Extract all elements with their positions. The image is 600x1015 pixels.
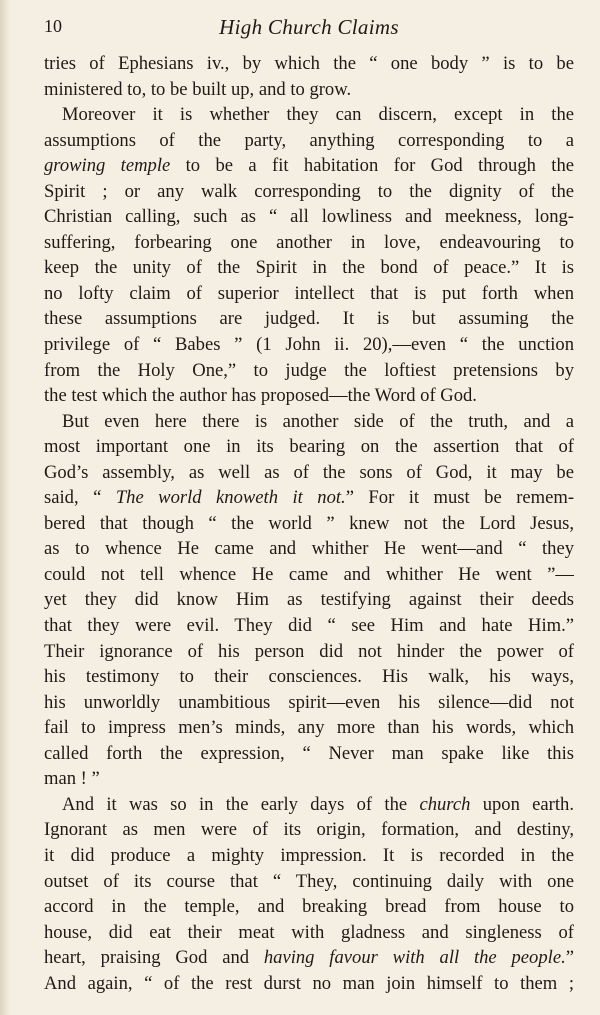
text-line: his unworldly unambitious spirit—even his silence—did not [44,691,574,713]
text-line: And again, “ of the rest durst no man join himself to them ; [44,972,574,994]
text-line [44,945,574,971]
text-line: as to whence He came and whither He went—and “ they [44,538,574,560]
italic-phrase: church [419,793,471,815]
text-run: said, “ [44,487,116,509]
text-line: the test which the author has proposed—the Word of God. [44,385,477,407]
text-line [44,485,574,511]
text-line [44,153,574,179]
text-line: these assumptions are judged. It is but assuming the [44,308,574,330]
text-line: God’s assembly, as well as of the sons of God, it may be [44,461,574,483]
text-run: upon earth. [470,793,574,815]
text-line: from the Holy One,” to judge the loftiest pretensions by [44,359,574,381]
text-line: tries of Ephesians iv., by which the “ one body ” is to be [44,53,574,74]
text-run: And it was so in the early days of the [62,793,420,815]
text-line: bered that though “ the world ” knew not the Lord Jesus, [44,512,574,534]
italic-phrase: having favour with all the people. [263,947,566,969]
text-run: heart, praising God and [44,947,264,969]
italic-phrase: growing temple [44,155,171,177]
text-line: man ! ” [44,768,100,790]
text-line: But even here there is another side of the truth, and a [62,410,574,432]
running-title: High Church Claims [219,15,399,39]
text-line: Christian calling, such as “ all lowliness and meekness, long- [44,206,574,228]
text-line: his testimony to their consciences. His walk, his ways, [44,666,574,688]
text-run: ” For it must be remem- [345,487,574,509]
italic-phrase: The world knoweth it not. [115,487,346,509]
text-line: Spirit ; or any walk corresponding to the dignity of the [44,180,574,202]
text-line: could not tell whence He came and whither He went ”— [44,563,574,585]
text-line: that they were evil. They did “ see Him and hate Him.” [44,615,574,637]
page-edge-shadow [0,0,10,1015]
text-run: to be a fit habitation for God through the [170,155,574,177]
text-line: no lofty claim of superior intellect that is put forth when [44,282,574,304]
text-line: it did produce a mighty impression. It is recorded in the [44,844,574,866]
text-line: assumptions of the party, anything corresponding to a [44,129,574,151]
text-line: yet they did know Him as testifying against their deeds [44,589,574,611]
body-text [44,51,574,996]
text-line: house, did eat their meat with gladness and singleness of [44,921,574,943]
text-line: ministered to, to be built up, and to grow. [44,78,352,100]
text-line: Their ignorance of his person did not hinder the power of [44,640,574,662]
text-line: most important one in its bearing on the assertion that of [44,436,574,458]
text-line: privilege of “ Babes ” (1 John ii. 20),—even “ the unction [44,334,574,356]
text-line: Ignorant as men were of its origin, formation, and destiny, [44,819,574,841]
text-line: suffering, forbearing one another in love, endeavouring to [44,231,574,253]
text-line: keep the unity of the Spirit in the bond of peace.” It is [44,257,574,279]
text-line: accord in the temple, and breaking bread from house to [44,896,574,918]
page-header [44,16,574,46]
text-line: Moreover it is whether they can discern, except in the [62,104,574,126]
text-line: fail to impress men’s minds, any more than his words, which [44,717,574,739]
text-run: ” [565,947,574,969]
text-line: outset of its course that “ They, continuing daily with one [44,870,574,892]
page-number: 10 [44,16,62,36]
text-line [44,792,574,818]
text-line: called forth the expression, “ Never man spake like this [44,742,574,764]
